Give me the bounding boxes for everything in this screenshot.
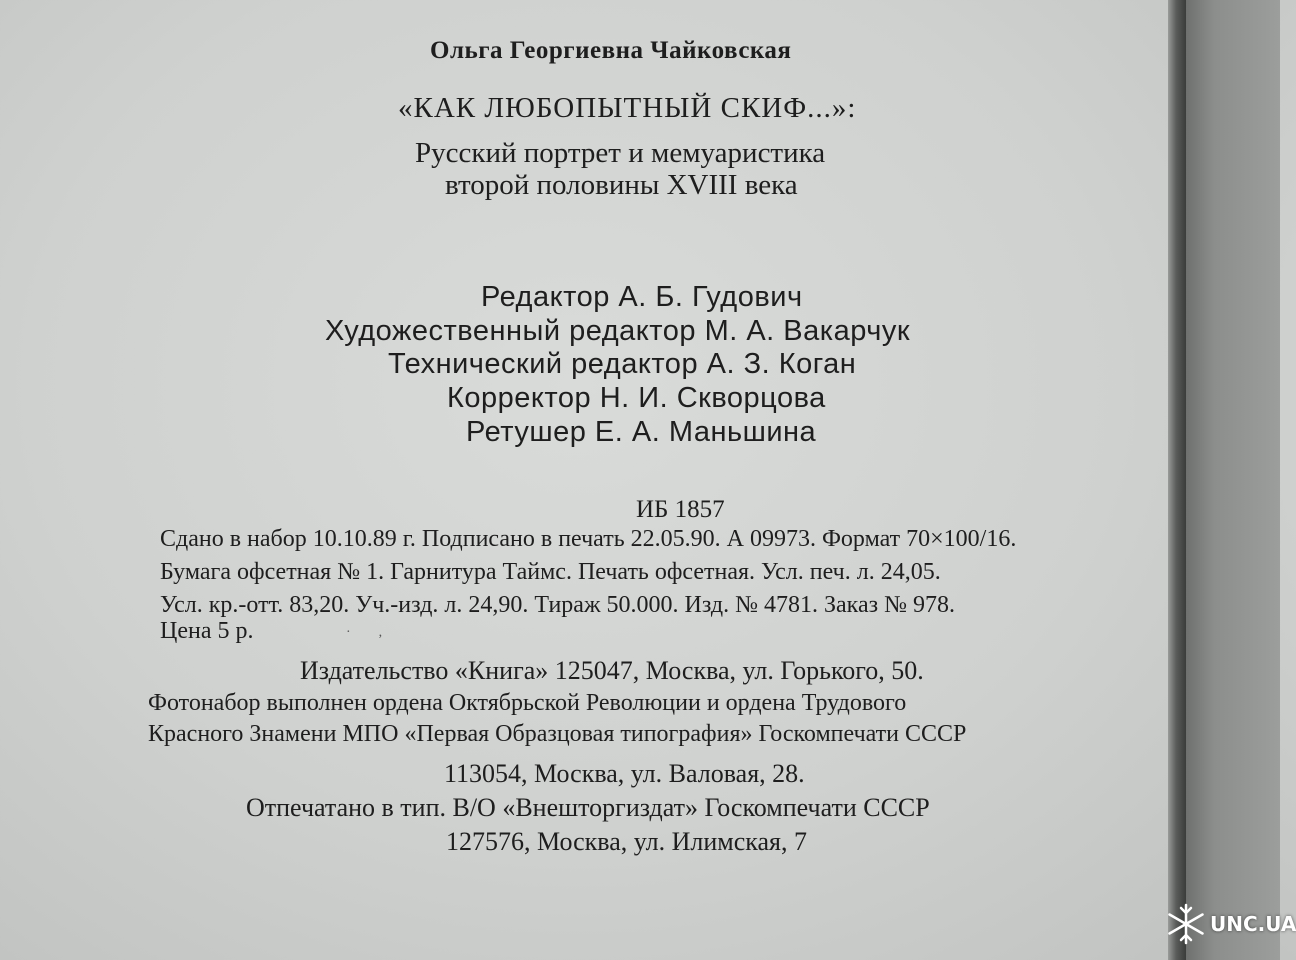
imprint-line: Усл. кр.-отт. 83,20. Уч.-изд. л. 24,90. Тираж 50.000. Изд. № 4781. Заказ № 978. — [160, 592, 956, 618]
imprint-line: Бумага офсетная № 1. Гарнитура Таймс. Печать офсетная. Усл. печ. л. 24,05. — [160, 559, 941, 585]
watermark-text: UNC.UA — [1210, 912, 1296, 936]
printed-by-line: Отпечатано в тип. В/О «Внешторгиздат» Госкомпечати СССР — [246, 793, 930, 822]
staff-art-editor: Художественный редактор М. А. Вакарчук — [325, 315, 911, 347]
snowflake-logo-icon — [1164, 902, 1208, 946]
facing-page-edge — [1186, 0, 1280, 960]
printing-address: 113054, Москва, ул. Валовая, 28. — [444, 759, 805, 788]
staff-retoucher: Ретушер Е. А. Маньшина — [466, 416, 817, 448]
watermark — [1162, 898, 1296, 948]
printing-line: Фотонабор выполнен ордена Октябрьской Революции и ордена Трудового — [148, 690, 907, 716]
staff-technical-editor: Технический редактор А. З. Коган — [388, 348, 857, 380]
staff-proofreader: Корректор Н. И. Скворцова — [447, 382, 826, 414]
imprint-ib-number: ИБ 1857 — [636, 496, 725, 523]
print-speck: · , — [346, 625, 383, 640]
publisher-address: Издательство «Книга» 125047, Москва, ул. Горького, 50. — [300, 656, 924, 685]
book-title: «КАК ЛЮБОПЫТНЫЙ СКИФ...»: — [398, 92, 857, 124]
printed-by-address: 127576, Москва, ул. Илимская, 7 — [446, 827, 807, 856]
book-subtitle-line-2: второй половины XVIII века — [445, 169, 798, 201]
book-spine-shadow — [1168, 0, 1186, 960]
imprint-price: Цена 5 р. — [160, 618, 254, 644]
staff-editor: Редактор А. Б. Гудович — [481, 281, 803, 313]
book-subtitle-line-1: Русский портрет и мемуаристика — [415, 137, 826, 169]
printing-line: Красного Знамени МПО «Первая Образцовая типография» Госкомпечати СССР — [148, 721, 967, 747]
imprint-line: Сдано в набор 10.10.89 г. Подписано в печать 22.05.90. А 09973. Формат 70×100/16. — [160, 526, 1017, 552]
author-name: Ольга Георгиевна Чайковская — [430, 37, 792, 64]
